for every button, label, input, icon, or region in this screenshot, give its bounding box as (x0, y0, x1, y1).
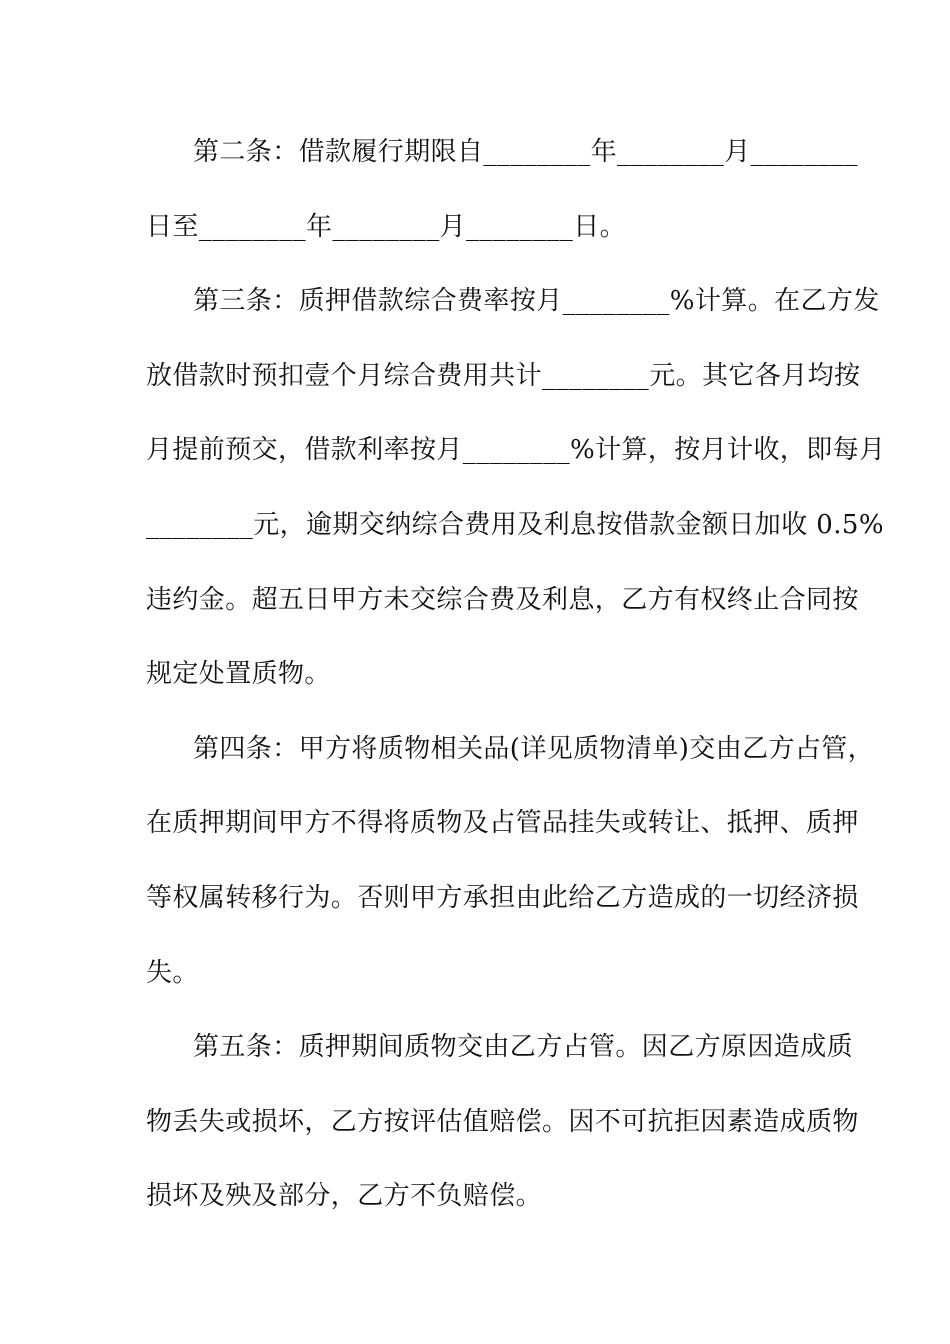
article-3-line-4: ________元，逾期交纳综合费用及利息按借款金额日加收 0.5% (146, 510, 884, 540)
article-4-line-4: 失。 (146, 958, 199, 988)
article-5-line-2: 物丢失或损坏，乙方按评估值赔偿。因不可抗拒因素造成质物 (146, 1107, 859, 1137)
article-2-line-1: 第二条：借款履行期限自________年________月________ (193, 137, 858, 167)
article-5-line-1: 第五条：质押期间质物交由乙方占管。因乙方原因造成质 (193, 1032, 854, 1062)
article-4-line-2: 在质押期间甲方不得将质物及占管品挂失或转让、抵押、质押 (146, 808, 859, 838)
article-5-line-3: 损坏及殃及部分，乙方不负赔偿。 (146, 1181, 543, 1211)
article-3-line-6: 规定处置质物。 (146, 659, 331, 689)
article-2-line-2: 日至________年________月________日。 (146, 212, 626, 242)
article-3-line-3: 月提前预交，借款利率按月________%计算，按月计收，即每月 (146, 435, 886, 465)
article-3-line-1: 第三条：质押借款综合费率按月________%计算。在乙方发 (193, 286, 880, 316)
article-4-line-3: 等权属转移行为。否则甲方承担由此给乙方造成的一切经济损 (146, 883, 859, 913)
article-3-line-5: 违约金。超五日甲方未交综合费及利息，乙方有权终止合同按 (146, 585, 859, 615)
article-3-line-2: 放借款时预扣壹个月综合费用共计________元。其它各月均按 (146, 361, 861, 391)
article-4-line-1: 第四条：甲方将质物相关品(详见质物清单)交由乙方占管， (193, 734, 875, 764)
